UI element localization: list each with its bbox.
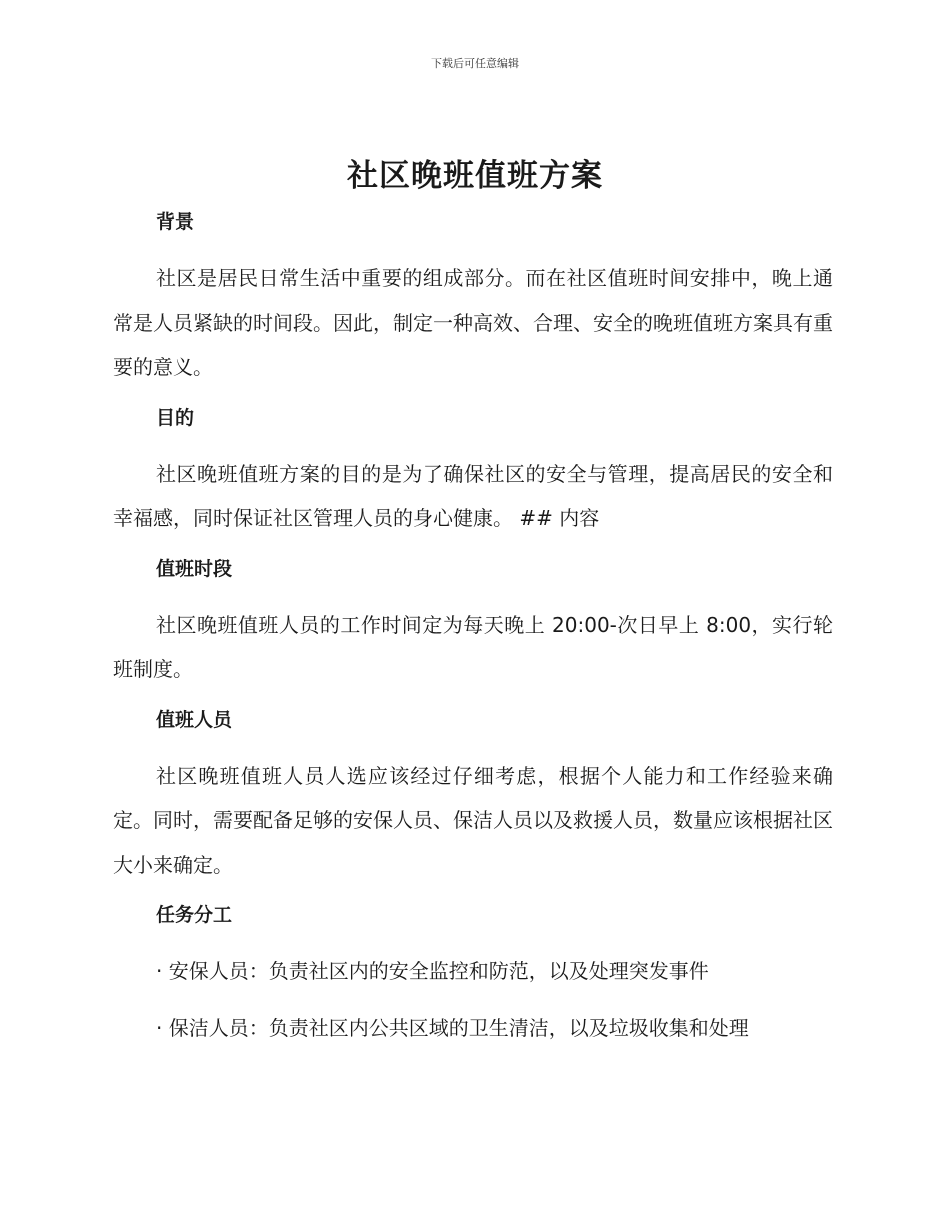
header-note: 下载后可任意编辑 [431, 57, 519, 70]
section-paragraph-duty-hours: 社区晚班值班人员的工作时间定为每天晚上 20:00-次日早上 8:00，实行轮班制度。 [113, 612, 833, 681]
document-title: 社区晚班值班方案 [347, 158, 603, 194]
section-paragraph-purpose: 社区晚班值班方案的目的是为了确保社区的安全与管理，提高居民的安全和幸福感，同时保证社区管理人员的身心健康。 ## 内容 [113, 461, 833, 530]
document-body [113, 206, 833, 1050]
section-paragraph-duty-staff: 社区晚班值班人员人选应该经过仔细考虑，根据个人能力和工作经验来确定。同时，需要配备足够的安保人员、保洁人员以及救援人员，数量应该根据社区大小来确定。 [113, 763, 833, 877]
section-heading-background: 背景 [156, 211, 195, 233]
bullet-item-security-staff: · 安保人员：负责社区内的安全监控和防范，以及处理突发事件 [156, 959, 709, 983]
bullet-item-cleaning-staff: · 保洁人员：负责社区内公共区域的卫生清洁，以及垃圾收集和处理 [156, 1015, 749, 1040]
section-heading-duty-hours: 值班时段 [156, 557, 233, 580]
section-heading-purpose: 目的 [156, 406, 195, 429]
section-heading-task-division: 任务分工 [156, 904, 233, 926]
section-heading-duty-staff: 值班人员 [156, 708, 233, 731]
section-paragraph-background: 社区是居民日常生活中重要的组成部分。而在社区值班时间安排中，晚上通常是人员紧缺的时间段。因此，制定一种高效、合理、安全的晚班值班方案具有重要的意义。 [113, 266, 833, 379]
